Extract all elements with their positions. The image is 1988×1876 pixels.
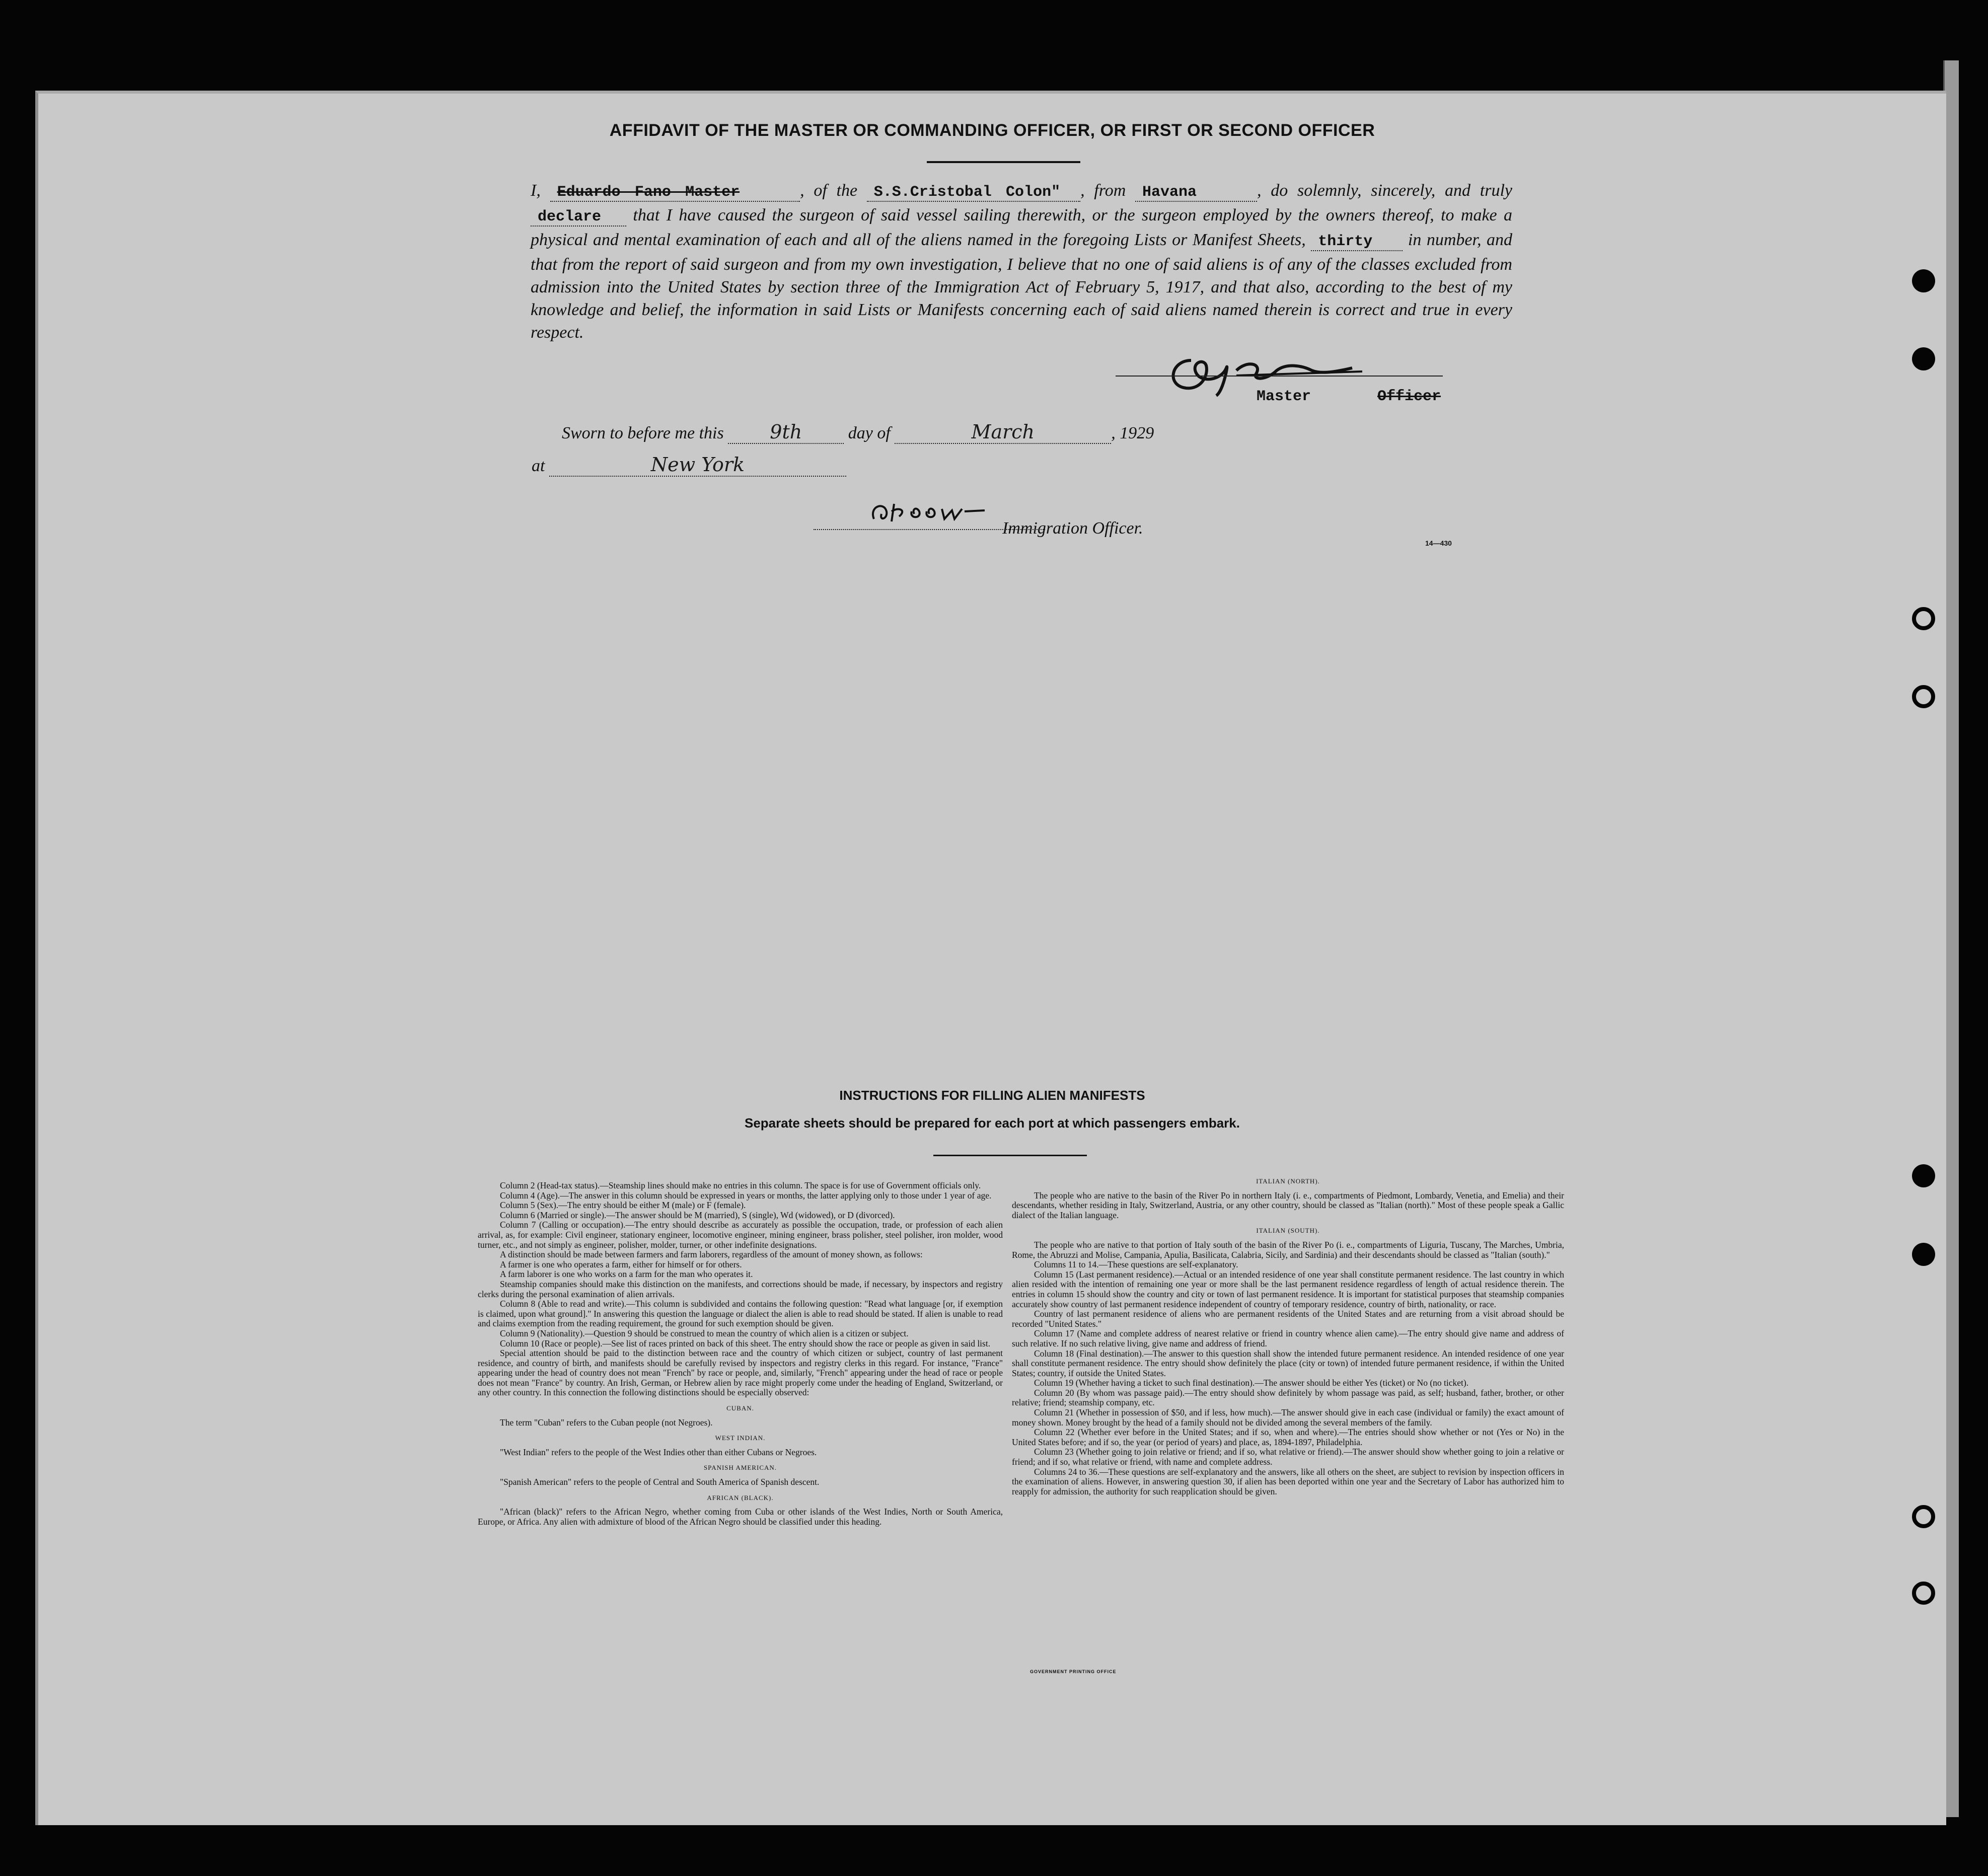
vessel-field: S.S.Cristobal Colon" [867,184,1080,202]
instruction-paragraph: Column 23 (Whether going to join relative or friend; and if so, what relative or friend).—The answer should show whether going to join a relative or friend; and if so, what relative or friend, with name and complete address. [1012,1447,1564,1467]
alien-count-field: thirty [1311,233,1403,251]
officer-signature-scrawl [864,496,995,527]
immigration-officer-title: Immigration Officer. [1002,519,1143,538]
instruction-paragraph: Column 10 (Race or people).—See list of races printed on back of this sheet. The entry should show the race or people as given in said list. [500,1338,991,1348]
binder-hole [1912,347,1935,370]
instruction-paragraph: "Spanish American" refers to the people of Central and South America of Spanish descent. [500,1477,820,1487]
instruction-heading: ITALIAN (NORTH). [1256,1177,1320,1185]
instructions-rule [933,1155,1087,1156]
instruction-paragraph: The term "Cuban" refers to the Cuban people (not Negroes). [500,1417,713,1428]
text-body-2: in number, and that from the report of said surgeon and from my own investigation, I believe that no one of said aliens is of any of the classes excluded from admission into the United States by section three of the Immigration Act of February 5, 1917, and that also, according to the best of my knowledge and belief, the information in said Lists or Manifests concerning each of said aliens named therein is correct and true in every respect. [531,231,1513,342]
instruction-paragraph: Column 8 (Able to read and write).—This column is subdivided and contains the following question: "Read what language [or, if exemption is claimed, upon what ground]." In answering this question the language or dialect the alien is able to read should be stated. If alien is unable to read and claims exemption from the reading requirement, the ground for such exemption should be given. [478,1299,1003,1329]
instruction-paragraph: Columns 11 to 14.—These questions are self-explanatory. [1034,1259,1238,1270]
instruction-paragraph: Steamship companies should make this distinction on the manifests, and corrections should be made, if necessary, by inspectors and registry clerks during the personal examination of alien arrivals. [478,1279,1003,1299]
affidavit-sheet [35,91,1946,1825]
affidavit-body [531,179,1512,344]
day-of-label: day of [848,424,891,442]
master-label: Master [1257,388,1311,405]
binder-hole [1912,685,1935,708]
sworn-prefix: Sworn to before me this [562,424,724,442]
place-row [532,454,846,477]
text-from: , from [1080,181,1126,200]
sworn-row [562,421,1154,444]
instruction-heading: WEST INDIAN. [715,1434,766,1442]
title-rule [927,161,1080,163]
text-do: , do solemnly, sincerely, and truly [1257,181,1512,200]
instructions-left-column [478,1181,1003,1527]
affidavit-title: AFFIDAVIT OF THE MASTER OR COMMANDING OFFICER, OR FIRST OR SECOND OFFICER [609,121,1375,140]
instruction-paragraph: A farmer is one who operates a farm, either for himself or for others. [500,1259,742,1269]
instruction-heading: AFRICAN (BLACK). [707,1493,774,1502]
instruction-paragraph: Column 5 (Sex).—The entry should be either M (male) or F (female). [500,1200,746,1211]
instruction-heading: ITALIAN (SOUTH). [1256,1227,1320,1235]
sworn-day-field [728,421,844,444]
instruction-paragraph: Column 4 (Age).—The answer in this column should be expressed in years or months, the latter applying only to those under 1 year of age. [500,1190,992,1200]
binder-hole [1912,607,1935,630]
signature-line [1116,376,1443,377]
instruction-paragraph: "West Indian" refers to the people of the West Indies other than either Cubans or Negroes. [500,1447,817,1457]
officer-label-struck: Officer [1377,388,1441,405]
instruction-paragraph: Column 18 (Final destination).—The answer to this question shall show the intended future permanent residence. An intended residence of one year shall constitute permanent residence. The entry should show definitely the place (city or town) of intended future permanent residence, if within the United States; country, if outside the United States. [1012,1348,1564,1378]
binder-hole [1912,1164,1935,1187]
instructions-subtitle: Separate sheets should be prepared for each port at which passengers embark. [745,1115,1240,1131]
master-name-field: Eduardo Fano Master [550,184,800,202]
binder-hole [1912,1243,1935,1266]
binder-hole [1912,269,1935,292]
binder-hole [1912,1582,1935,1605]
text-of-the: , of the [800,181,858,200]
instruction-paragraph: Column 17 (Name and complete address of nearest relative or friend in country whence alien came).—The entry should give name and address of such relative. If no such relative living, give name and address of friend. [1012,1328,1564,1348]
text-i: I, [531,181,541,200]
printing-office: GOVERNMENT PRINTING OFFICE [1030,1669,1117,1674]
instruction-paragraph: A farm laborer is one who works on a farm for the man who operates it. [500,1269,753,1280]
instruction-paragraph: Column 6 (Married or single).—The answer should be M (married), S (single), Wd (widowed), or D (divorced). [500,1210,895,1220]
instruction-paragraph: "African (black)" refers to the African Negro, whether coming from Cuba or other islands of the West Indies, North or South America, Europe, or Africa. Any alien with admixture of blood of the African Negro should be classified under this heading. [478,1507,1003,1527]
instruction-paragraph: Column 7 (Calling or occupation).—The entry should describe as accurately as possible the occupation, trade, or profession of each alien arrival, as, for example: Civil engineer, stationary engineer, locomotive engineer, mining engineer, brass polisher, steel polisher, iron molder, wood turner, etc., and not simply as engineer, polisher, molder, turner, or other indefinite designations. [478,1220,1003,1250]
sworn-day: 9th [770,421,802,443]
at-label: at [532,457,545,475]
instruction-heading: SPANISH AMERICAN. [703,1464,777,1472]
instruction-paragraph: Column 9 (Nationality).—Question 9 should be construed to mean the country of which alien is a citizen or subject. [500,1328,909,1338]
instruction-paragraph: Column 15 (Last permanent residence).—Actual or an intended residence of one year shall constitute permanent residence. The last country in which alien resided with the intention of remaining one year or more shall be the last permanent residence regardless of length of actual residence therein. The entries in column 15 should show the country and city or town of last permanent residence. It is important for statistical purposes that steamship companies accurately show country of last permanent residence independent of country of temporary residence, country of birth, nationality, or race. [1012,1269,1564,1309]
sworn-place-field [549,454,846,477]
form-number: 14—430 [1425,539,1452,547]
instruction-paragraph: Column 21 (Whether in possession of $50, and if less, how much).—The answer should give in each case (individual or family) the exact amount of money shown. Money brought by the head of a family should not be divided among the several members of the family. [1012,1407,1564,1428]
sworn-month: March [971,421,1035,443]
instruction-paragraph: Column 20 (By whom was passage paid).—The entry should show definitely by whom passage was paid, as self; husband, father, brother, or other relative; friend; steamship company, etc. [1012,1387,1564,1408]
instructions-right-column [1012,1171,1564,1496]
sworn-place: New York [650,454,745,476]
instruction-paragraph: Column 22 (Whether ever before in the United States; and if so, when and where).—The entries should show whether or not (Yes or No) in the United States before; and if so, the year (or period of years) and place, as, 1894-1897, Philadelphia. [1012,1427,1564,1447]
instruction-paragraph: Special attention should be paid to the distinction between race and the country of which citizen or subject, country of last permanent residence, and country of birth, and manifests should be carefully revised by inspectors and registry clerks in this regard. For instance, "France" appearing under the head of country does not mean "French" by race or people, and, similarly, "French" appearing under the head of race or people does not mean "France" by country. An Irish, German, or Hebrew alien by race might properly come under the heading of England, Switzerland, or any other country. In this connection the following distinctions should be especially observed: [478,1348,1003,1398]
instruction-paragraph: Column 19 (Whether having a ticket to such final destination).—The answer should be either Yes (ticket) or No (no ticket). [1034,1378,1469,1388]
instruction-paragraph: The people who are native to the basin of the River Po in northern Italy (i. e., compartments of Piedmont, Lombardy, Venetia, and Emelia) and their descendants, whether residing in Italy, Switzerland, Austria, or any other country, should be classed as "Italian (north)." Most of these people speak a Gallic dialect of the Italian language. [1012,1190,1564,1220]
instruction-heading: CUBAN. [726,1404,754,1412]
instructions-title: INSTRUCTIONS FOR FILLING ALIEN MANIFESTS [839,1088,1145,1103]
instruction-paragraph: The people who are native to that portion of Italy south of the basin of the River Po (i. e., compartments of Liguria, Tuscany, The Marches, Umbria, Rome, the Abruzzi and Molise, Campania, Apulia, Basilicata, Calabria, Sicily, and Sardinia) and their descendants should be classed as "Italian (south)." [1012,1239,1564,1260]
instruction-paragraph: Country of last permanent residence of aliens who are permanent residents of the United States and are returning from a visit abroad should be recorded "United States." [1012,1309,1564,1329]
instruction-paragraph: Column 2 (Head-tax status).—Steamship lines should make no entries in this column. The space is for use of Government officials only. [500,1180,981,1190]
sworn-month-field [895,421,1111,444]
port-field: Havana [1135,184,1257,202]
binder-hole [1912,1505,1935,1528]
declare-field: declare [531,208,626,227]
sworn-year: , 1929 [1111,424,1154,442]
instruction-paragraph: A distinction should be made between farmers and farm laborers, regardless of the amount of money shown, as follows: [500,1249,923,1260]
text-body-1: that I have caused the surgeon of said vessel sailing therewith, or the surgeon employed by the owners thereof, to make a physical and mental examination of each and all of the aliens named in the foregoing Lists or Manifest Sheets, [531,206,1512,249]
instruction-paragraph: Columns 24 to 36.—These questions are self-explanatory and the answers, like all others on the sheet, are subject to revision by inspection officers in the examination of aliens. However, in answering question 30, if alien has been deported within one year and the Secretary of Labor has authorized him to reapply for admission, the authority for such reapplication should be given. [1012,1466,1564,1496]
